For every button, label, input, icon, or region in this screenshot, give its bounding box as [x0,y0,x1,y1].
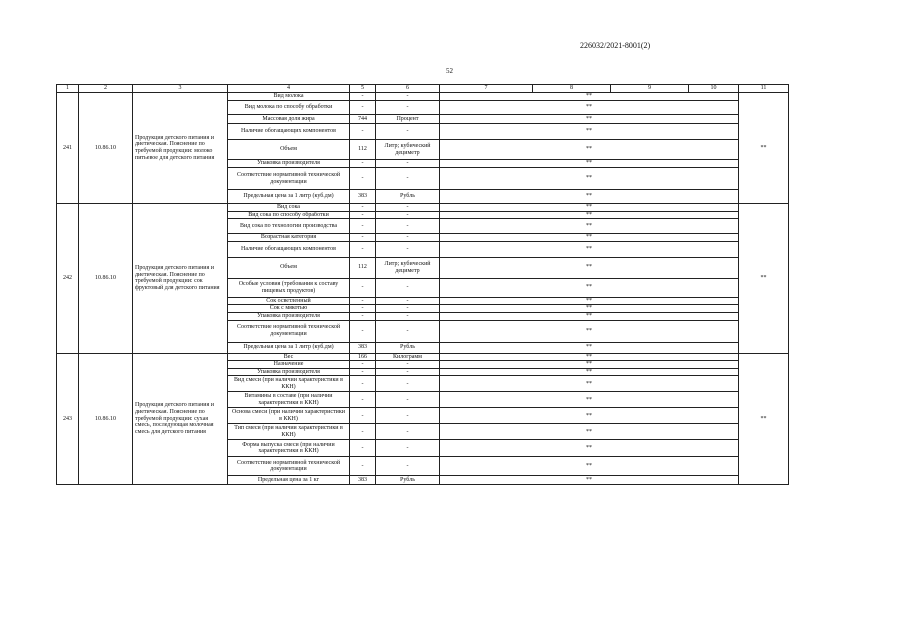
unit-name-cell: Литр; кубический дециметр [376,257,440,278]
feature-name-cell: Упаковка производителя [228,160,350,168]
item-number-cell: 241 [57,93,79,204]
unit-name-cell: - [376,392,440,408]
header-cell: 2 [79,85,133,93]
table-row [57,353,789,361]
unit-code-cell: - [350,168,376,190]
item-name-cell: Продукция детского питания и диетическая. Пояснение по требуемой продукции: сухая смесь, последующая молочная смесь для детского питания [133,353,228,485]
page-number: 52 [446,67,453,75]
unit-name-cell: - [376,168,440,190]
unit-code-cell: - [350,211,376,219]
unit-name-cell: - [376,234,440,242]
unit-name-cell: - [376,93,440,101]
feature-name-cell: Наличие обогащающих компонентов [228,241,350,257]
unit-name-cell: - [376,204,440,212]
col11-cell: ** [739,204,789,354]
feature-name-cell: Вид молока [228,93,350,101]
feature-value-cell: ** [440,168,739,190]
unit-code-cell: - [350,408,376,424]
feature-value-cell: ** [440,211,739,219]
feature-value-cell: ** [440,408,739,424]
unit-code-cell: 744 [350,115,376,124]
header-cell: 10 [689,85,739,93]
unit-code-cell: 383 [350,190,376,204]
feature-value-cell: ** [440,392,739,408]
feature-name-cell: Объем [228,140,350,160]
feature-name-cell: Вес [228,353,350,361]
feature-value-cell: ** [440,140,739,160]
feature-name-cell: Вид сока по способу обработки [228,211,350,219]
feature-name-cell: Упаковка производителя [228,312,350,320]
feature-name-cell: Объем [228,257,350,278]
unit-name-cell: Килограмм [376,353,440,361]
feature-name-cell: Тип смеси (при наличии характеристики в ККН) [228,424,350,440]
unit-name-cell: Рубль [376,342,440,353]
unit-name-cell: - [376,297,440,305]
unit-code-cell: 383 [350,342,376,353]
unit-name-cell: Процент [376,115,440,124]
unit-name-cell: - [376,124,440,140]
feature-value-cell: ** [440,93,739,101]
okpd-code-cell: 10.86.10 [79,93,133,204]
unit-name-cell: - [376,368,440,376]
unit-code-cell: - [350,219,376,234]
feature-name-cell: Форма выпуска смеси (при наличии характеристики в ККН) [228,440,350,457]
feature-name-cell: Сок осветленный [228,297,350,305]
unit-name-cell: - [376,305,440,313]
feature-value-cell: ** [440,297,739,305]
unit-name-cell: - [376,408,440,424]
feature-value-cell: ** [440,312,739,320]
requirements-table [56,84,789,485]
feature-value-cell: ** [440,124,739,140]
feature-name-cell: Основа смеси (при наличии характеристики в ККН) [228,408,350,424]
unit-code-cell: - [350,440,376,457]
feature-value-cell: ** [440,376,739,392]
header-row [57,85,789,93]
unit-name-cell: - [376,219,440,234]
feature-name-cell: Упаковка производителя [228,368,350,376]
unit-code-cell: - [350,93,376,101]
unit-name-cell: - [376,361,440,369]
feature-name-cell: Предельная цена за 1 литр (куб.дм) [228,190,350,204]
feature-value-cell: ** [440,368,739,376]
feature-name-cell: Предельная цена за 1 кг [228,476,350,485]
col11-cell: ** [739,93,789,204]
unit-name-cell: - [376,440,440,457]
feature-value-cell: ** [440,457,739,476]
unit-name-cell: - [376,241,440,257]
feature-name-cell: Вид смеси (при наличии характеристики в ККН) [228,376,350,392]
unit-code-cell: - [350,312,376,320]
document-number: 226032/2021-8001(2) [580,41,651,50]
unit-name-cell: Литр; кубический дециметр [376,140,440,160]
feature-name-cell: Соответствие нормативной технической документации [228,168,350,190]
feature-value-cell: ** [440,241,739,257]
unit-name-cell: Рубль [376,190,440,204]
unit-code-cell: - [350,368,376,376]
feature-value-cell: ** [440,115,739,124]
feature-value-cell: ** [440,320,739,342]
feature-value-cell: ** [440,101,739,115]
feature-value-cell: ** [440,440,739,457]
unit-name-cell: - [376,376,440,392]
feature-name-cell: Вид молока по способу обработки [228,101,350,115]
unit-code-cell: - [350,160,376,168]
unit-code-cell: - [350,101,376,115]
feature-name-cell: Предельная цена за 1 литр (куб.дм) [228,342,350,353]
unit-code-cell: 383 [350,476,376,485]
header-cell: 1 [57,85,79,93]
unit-name-cell: - [376,312,440,320]
feature-name-cell: Вид сока по технологии производства [228,219,350,234]
unit-code-cell: - [350,278,376,297]
feature-name-cell: Особые условия (требования к составу пищевых продуктов) [228,278,350,297]
unit-code-cell: 166 [350,353,376,361]
feature-value-cell: ** [440,305,739,313]
col11-cell: ** [739,353,789,485]
header-cell: 5 [350,85,376,93]
table-row [57,93,789,101]
feature-value-cell: ** [440,278,739,297]
unit-code-cell: - [350,424,376,440]
okpd-code-cell: 10.86.10 [79,353,133,485]
unit-code-cell: - [350,234,376,242]
item-name-cell: Продукция детского питания и диетическая. Пояснение по требуемой продукции: сок фруктовый для детского питания [133,204,228,354]
feature-name-cell: Массовая доля жира [228,115,350,124]
header-cell: 7 [440,85,533,93]
unit-name-cell: - [376,211,440,219]
unit-code-cell: - [350,320,376,342]
feature-value-cell: ** [440,190,739,204]
table-row [57,204,789,212]
feature-value-cell: ** [440,160,739,168]
item-number-cell: 243 [57,353,79,485]
unit-name-cell: - [376,320,440,342]
feature-value-cell: ** [440,476,739,485]
feature-value-cell: ** [440,219,739,234]
unit-name-cell: - [376,278,440,297]
header-cell: 8 [533,85,611,93]
header-cell: 3 [133,85,228,93]
feature-name-cell: Назначение [228,361,350,369]
unit-name-cell: - [376,160,440,168]
unit-code-cell: - [350,376,376,392]
feature-value-cell: ** [440,257,739,278]
unit-name-cell: - [376,424,440,440]
unit-code-cell: 112 [350,140,376,160]
unit-code-cell: - [350,457,376,476]
feature-name-cell: Витамины в составе (при наличии характеристики в ККН) [228,392,350,408]
item-number-cell: 242 [57,204,79,354]
feature-value-cell: ** [440,353,739,361]
item-name-cell: Продукция детского питания и диетическая. Пояснение по требуемой продукции: молоко питьевое для детского питания [133,93,228,204]
feature-value-cell: ** [440,234,739,242]
unit-code-cell: - [350,392,376,408]
unit-code-cell: 112 [350,257,376,278]
feature-name-cell: Сок с мякотью [228,305,350,313]
header-cell: 6 [376,85,440,93]
feature-name-cell: Соответствие нормативной технической документации [228,457,350,476]
unit-code-cell: - [350,204,376,212]
unit-name-cell: - [376,101,440,115]
feature-name-cell: Соответствие нормативной технической документации [228,320,350,342]
feature-value-cell: ** [440,342,739,353]
unit-code-cell: - [350,241,376,257]
feature-value-cell: ** [440,361,739,369]
unit-name-cell: - [376,457,440,476]
unit-code-cell: - [350,305,376,313]
feature-name-cell: Наличие обогащающих компонентов [228,124,350,140]
feature-value-cell: ** [440,424,739,440]
table-body [57,93,789,485]
okpd-code-cell: 10.86.10 [79,204,133,354]
unit-code-cell: - [350,361,376,369]
feature-name-cell: Вид сока [228,204,350,212]
header-cell: 9 [611,85,689,93]
unit-code-cell: - [350,124,376,140]
feature-name-cell: Возрастная категория [228,234,350,242]
header-cell: 4 [228,85,350,93]
header-cell: 11 [739,85,789,93]
unit-code-cell: - [350,297,376,305]
feature-value-cell: ** [440,204,739,212]
unit-name-cell: Рубль [376,476,440,485]
